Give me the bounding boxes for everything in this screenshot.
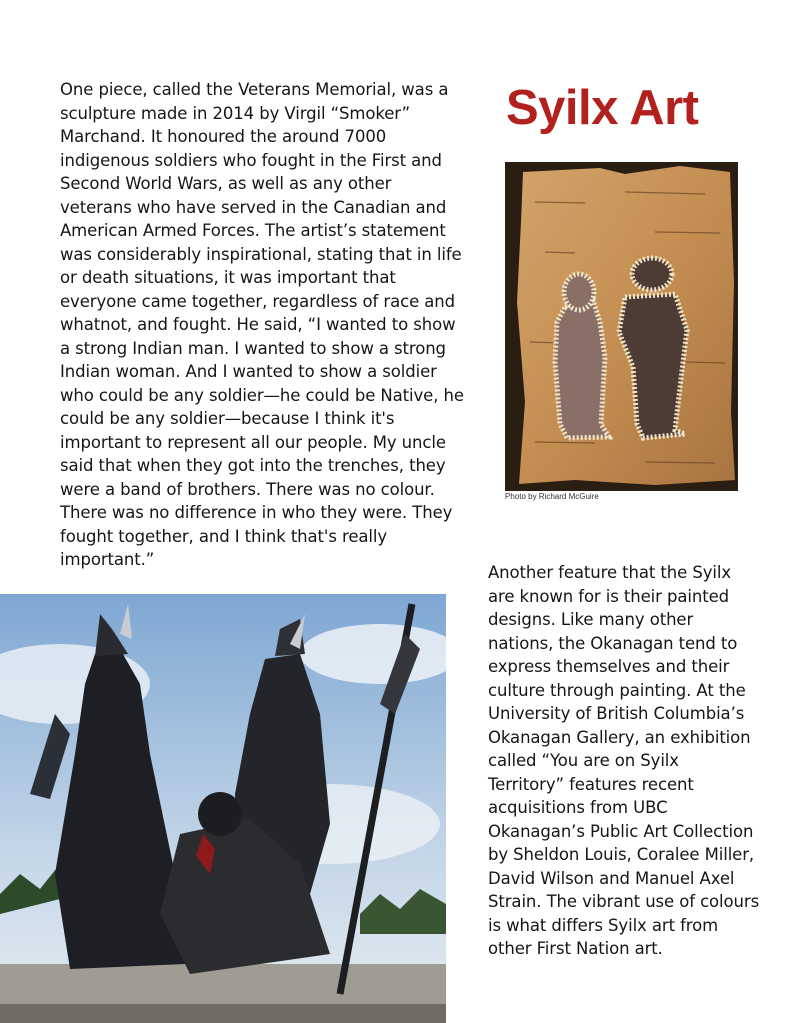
birch-bark-beaded-art-photo: [505, 162, 738, 491]
veterans-memorial-sculpture-photo: [0, 594, 446, 1023]
page-title: Syilx Art: [506, 81, 699, 135]
painted-designs-paragraph: Another feature that the Syilx are known for is their painted designs. Like many other nations, the Okanagan tend to express themselves and their culture through painting. At the University of British Columbia’s Okanagan Gallery, an exhibition called “You are on Syilx Territory” features recent acquisitions from UBC Okanagan’s Public Art Collection by Sheldon Louis, Coralee Miller, David Wilson and Manuel Axel Strain. The vibrant use of colours is what differs Syilx art from other First Nation art.: [488, 563, 760, 958]
veterans-memorial-paragraph: One piece, called the Veterans Memorial, was a sculpture made in 2014 by Virgil “Smoker” Marchand. It honoured the around 7000 indigenous soldiers who fought in the First and Second World Wars, as well as any other veterans who have served in the Canadian and American Armed Forces. The artist’s statement was considerably inspirational, stating that in life or death situations, it was important that everyone came together, regardless of race and whatnot, and fought. He said, “I wanted to show a strong Indian man. I wanted to show a strong Indian woman. And I wanted to show a soldier who could be any soldier—he could be Native, he could be any soldier—because I think it's important to represent all our people. My uncle said that when they got into the trenches, they were a band of brothers. There was no colour. There was no difference in who they were. They fought together, and I think that's really important.”: [60, 80, 464, 569]
photo-caption: Photo by Richard McGuire: [505, 492, 599, 501]
